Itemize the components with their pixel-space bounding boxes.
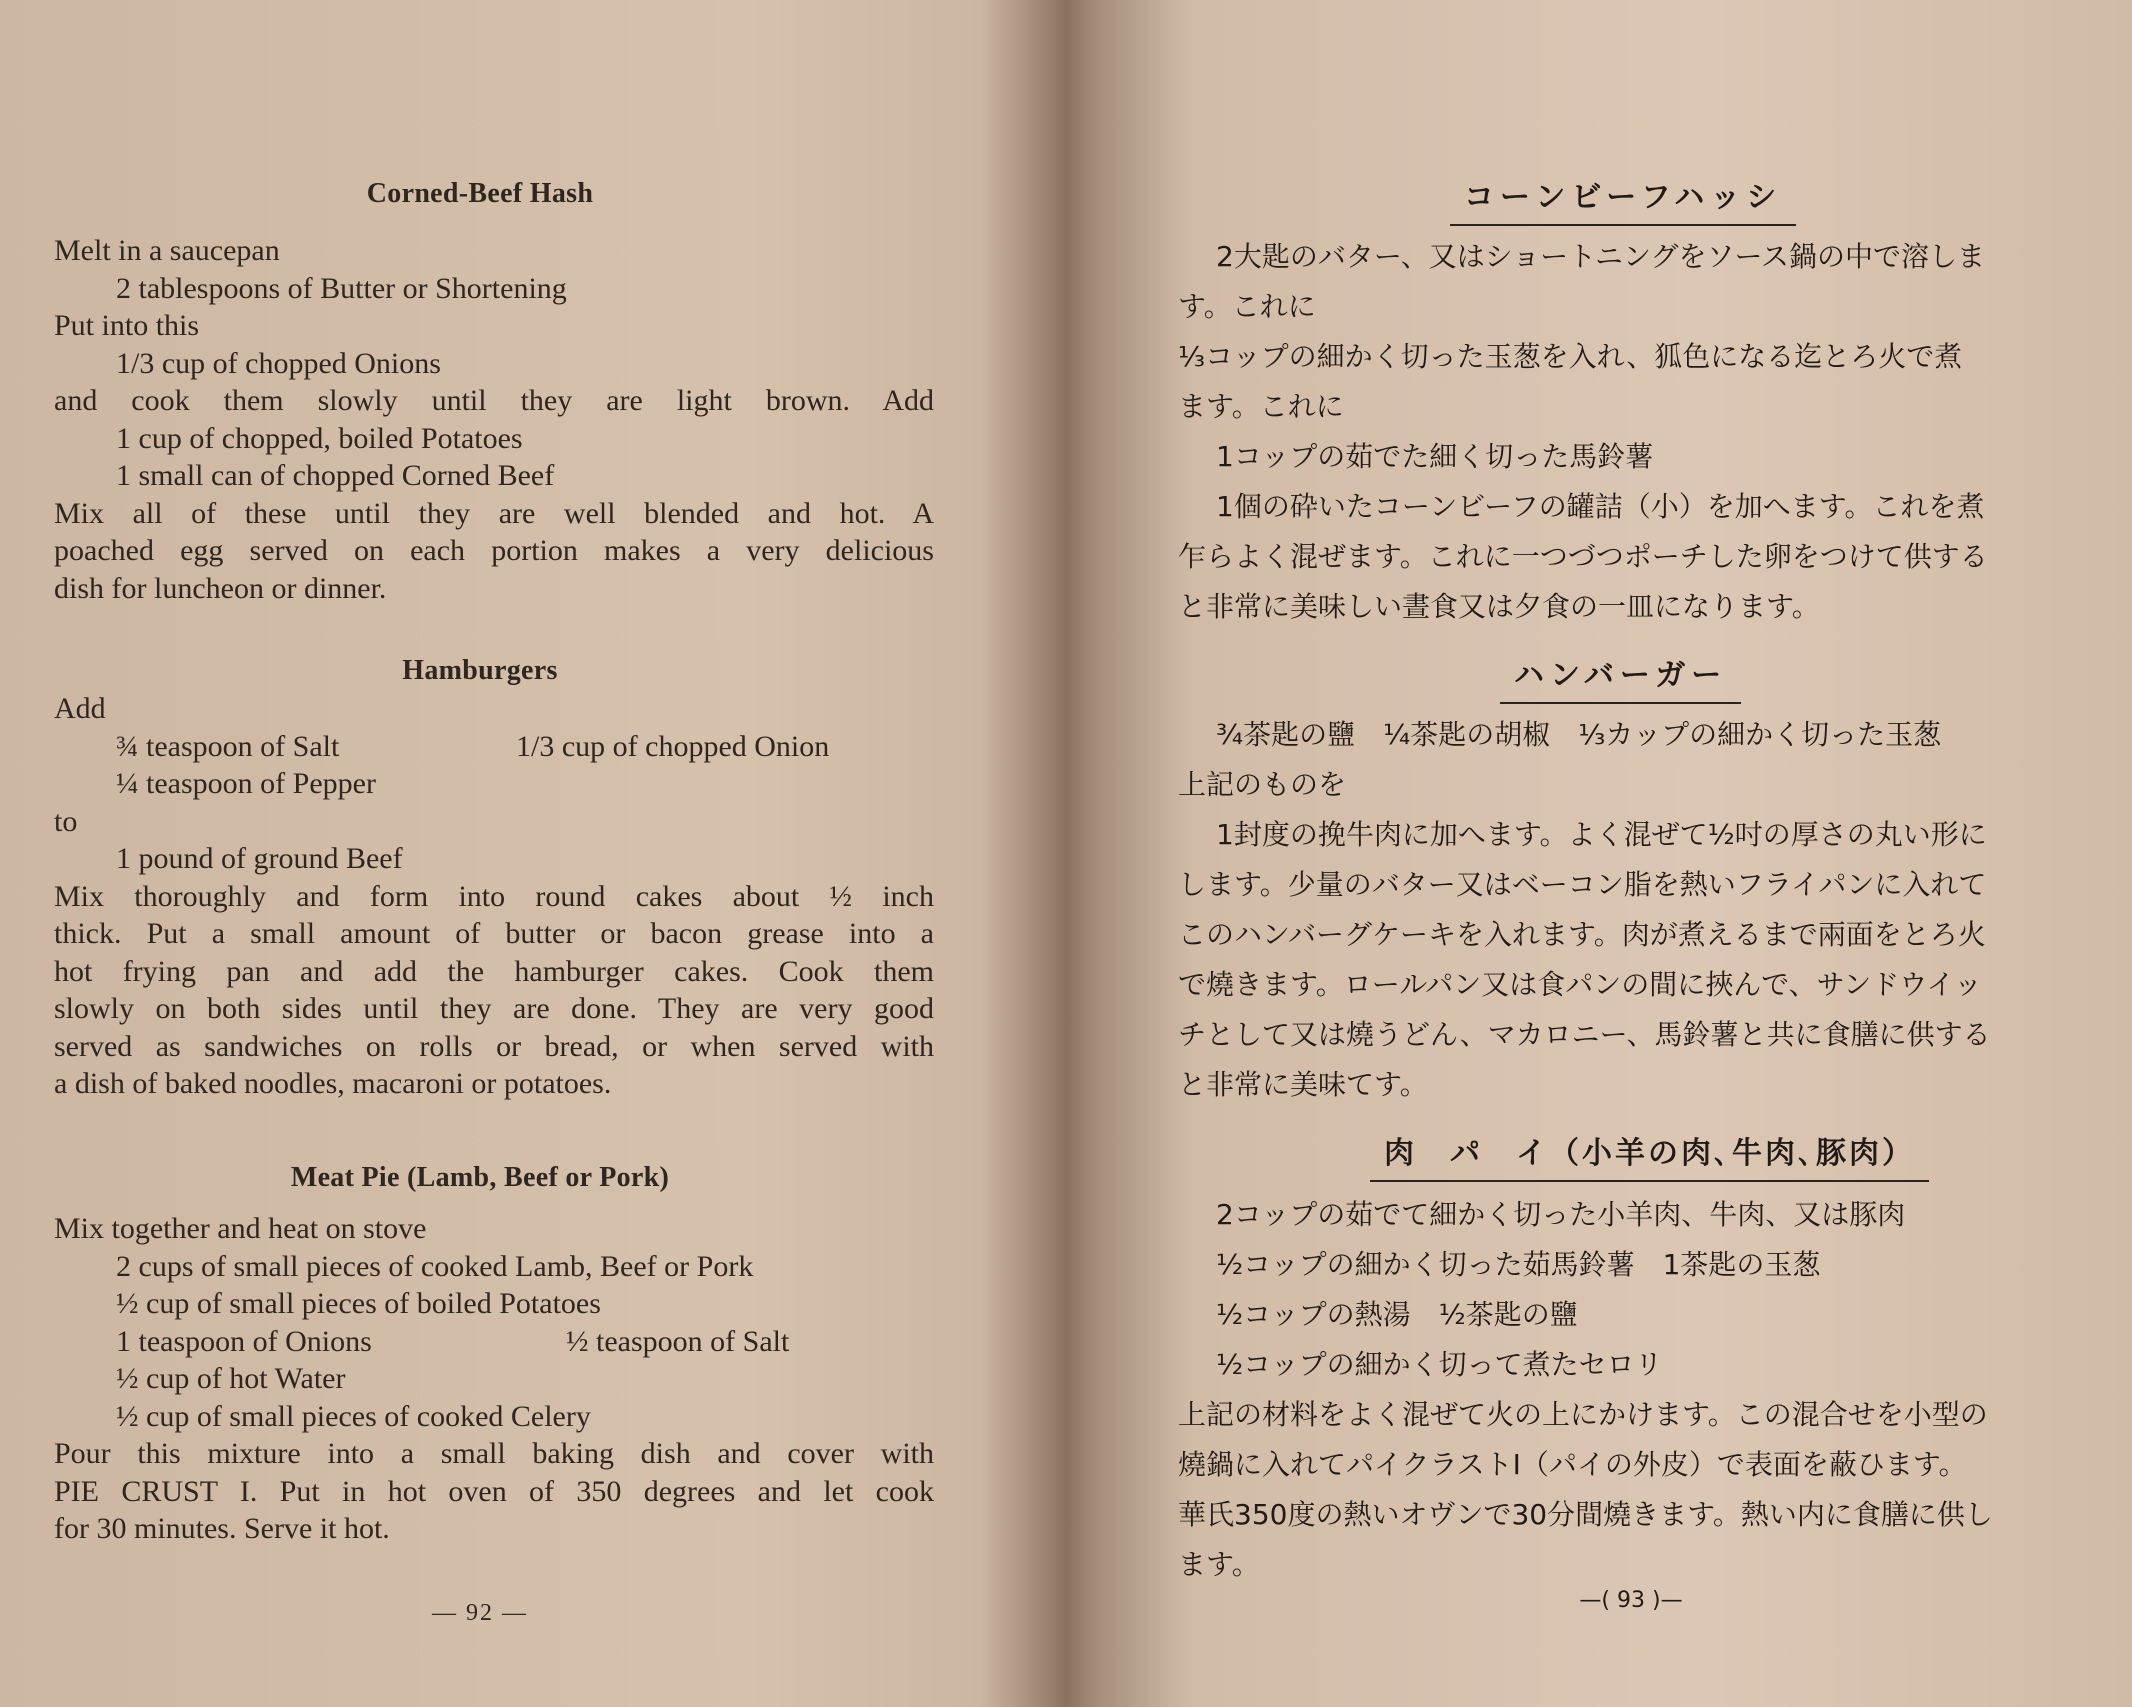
recipe-line: 華氏350度の熱いオヴンで30分間燒きます。熱い内に食膳に供し [1178,1498,1993,1531]
recipe-line: ½コップの熱湯 ½茶匙の鹽 [1216,1298,1578,1331]
meat-pie-recipe-ja [1178,1190,2078,1590]
hamburgers-recipe-ja [1178,710,2078,1110]
recipe-line: 1個の砕いたコーンビーフの罐詰（小）を加へます。これを煮 [1216,490,1985,523]
ingredient-line: ½ cup of small pieces of boiled Potatoes [116,1287,601,1320]
ingredient-line: ½ cup of small pieces of cooked Celery [116,1399,591,1433]
recipe-line: Mix all of these until they are well blended and hot. A [54,496,934,530]
meat-pie-title-ja: 肉 パ イ（小羊の肉､牛肉､豚肉） [1370,1128,1929,1182]
recipe-line: ¾茶匙の鹽 ¼茶匙の胡椒 ⅓カップの細かく切った玉葱 [1216,718,1942,751]
recipe-line: チとして又は燒うどん、マカロニー、馬鈴薯と共に食膳に供する [1178,1018,1991,1051]
recipe-line: このハンバーグケーキを入れます。肉が煮えるまで兩面をとろ火 [1178,918,1986,951]
recipe-line: 1封度の挽牛肉に加へます。よく混ぜて½吋の厚さの丸い形に [1216,818,1987,851]
recipe-line: Add [54,692,106,725]
ingredient-line: ½ teaspoon of Salt [566,1324,790,1358]
ingredient-line: 1 small can of chopped Corned Beef [116,459,555,492]
recipe-line: to [54,804,78,838]
ingredient-line: ¾ teaspoon of Salt [116,729,340,763]
hamburgers-title-ja: ハンバーガー [1500,650,1741,704]
recipe-line: ⅓コップの細かく切った玉葱を入れ、狐色になる迄とろ火で煮 [1178,340,1963,373]
meat-pie-recipe [54,1210,934,1548]
recipe-line: と非常に美味てす。 [1178,1068,1428,1101]
recipe-line: ます。 [1178,1548,1260,1581]
recipe-line: dish for luncheon or dinner. [54,571,387,605]
corned-beef-recipe-ja [1178,232,2078,632]
ingredient-line: ¼ teaspoon of Pepper [116,767,376,800]
recipe-line: Mix thoroughly and form into round cakes about ½ inch [54,879,934,913]
ingredient-line: 2 tablespoons of Butter or Shortening [116,271,567,305]
recipe-line: で燒きます。ロールパン又は食パンの間に挾んで、サンドウイッ [1178,968,1982,1001]
recipe-line: Melt in a saucepan [54,234,280,267]
corned-beef-recipe [54,232,934,607]
ingredient-row [54,728,934,766]
page-number: —( 93 )— [1579,1588,1683,1613]
recipe-line: 1コップの茹でた細く切った馬鈴薯 [1216,440,1654,473]
recipe-line: hot frying pan and add the hamburger cakes. Cook them [54,954,934,988]
right-page [1070,0,2132,1707]
recipe-line: for 30 minutes. Serve it hot. [54,1512,390,1545]
recipe-line: ½コップの細かく切った茹馬鈴薯 1茶匙の玉葱 [1216,1248,1821,1281]
recipe-line: します。少量のバター又はベーコン脂を熱いフライパンに入れて [1178,868,1987,901]
recipe-line: と非常に美味しい晝食又は夕食の一皿になります。 [1178,590,1820,623]
ingredient-line: 2 cups of small pieces of cooked Lamb, Beef or Pork [116,1249,754,1283]
recipe-line: 燒鍋に入れてパイクラストⅠ（パイの外皮）で表面を蔽ひます。 [1178,1448,1967,1481]
hamburgers-recipe [54,690,934,1103]
recipe-line: ます。これに [1178,390,1344,423]
recipe-line: PIE CRUST I. Put in hot oven of 350 degrees and let cook [54,1474,934,1508]
recipe-line: 2コップの茹でて細かく切った小羊肉、牛肉、又は豚肉 [1216,1198,1906,1231]
recipe-line: 上記の材料をよく混ぜて火の上にかけます。この混合せを小型の [1178,1398,1988,1431]
ingredient-line: 1 cup of chopped, boiled Potatoes [116,421,523,455]
ingredient-line: 1 pound of ground Beef [116,842,403,875]
recipe-line: Mix together and heat on stove [54,1212,427,1245]
recipe-line: 2大匙のバター、又はショートニングをソース鍋の中で溶しま [1216,240,1986,273]
recipe-line: 乍らよく混ぜます。これに一つづつポーチした卵をつけて供する [1178,540,1988,573]
recipe-line: served as sandwiches on rolls or bread, or when served with [54,1029,934,1063]
corned-beef-title-ja: コーンビーフハッシ [1450,172,1796,226]
page-number: — 92 — [432,1600,528,1626]
recipe-line: Pour this mixture into a small baking dish and cover with [54,1437,934,1470]
recipe-line: す。これに [1178,290,1316,323]
recipe-line: a dish of baked noodles, macaroni or potatoes. [54,1067,612,1100]
ingredient-line: 1/3 cup of chopped Onions [116,346,441,380]
ingredient-line: ½ cup of hot Water [116,1362,346,1395]
recipe-line: thick. Put a small amount of butter or bacon grease into a [54,917,934,950]
corned-beef-title: Corned-Beef Hash [366,178,594,209]
recipe-line: ½コップの細かく切って煮たセロリ [1216,1348,1663,1381]
recipe-line: slowly on both sides until they are done. They are very good [54,992,934,1025]
recipe-line: and cook them slowly until they are light brown. Add [54,384,934,417]
recipe-line: Put into this [54,309,200,342]
recipe-line: 上記のものを [1178,768,1347,801]
recipe-line: poached egg served on each portion makes a very delicious [54,534,934,567]
ingredient-line: 1 teaspoon of Onions [116,1324,372,1358]
left-page [0,0,1030,1707]
hamburgers-title: Hamburgers [402,655,558,686]
ingredient-line: 1/3 cup of chopped Onion [516,729,830,763]
meat-pie-title: Meat Pie (Lamb, Beef or Pork) [290,1162,670,1193]
ingredient-row [54,1323,934,1361]
